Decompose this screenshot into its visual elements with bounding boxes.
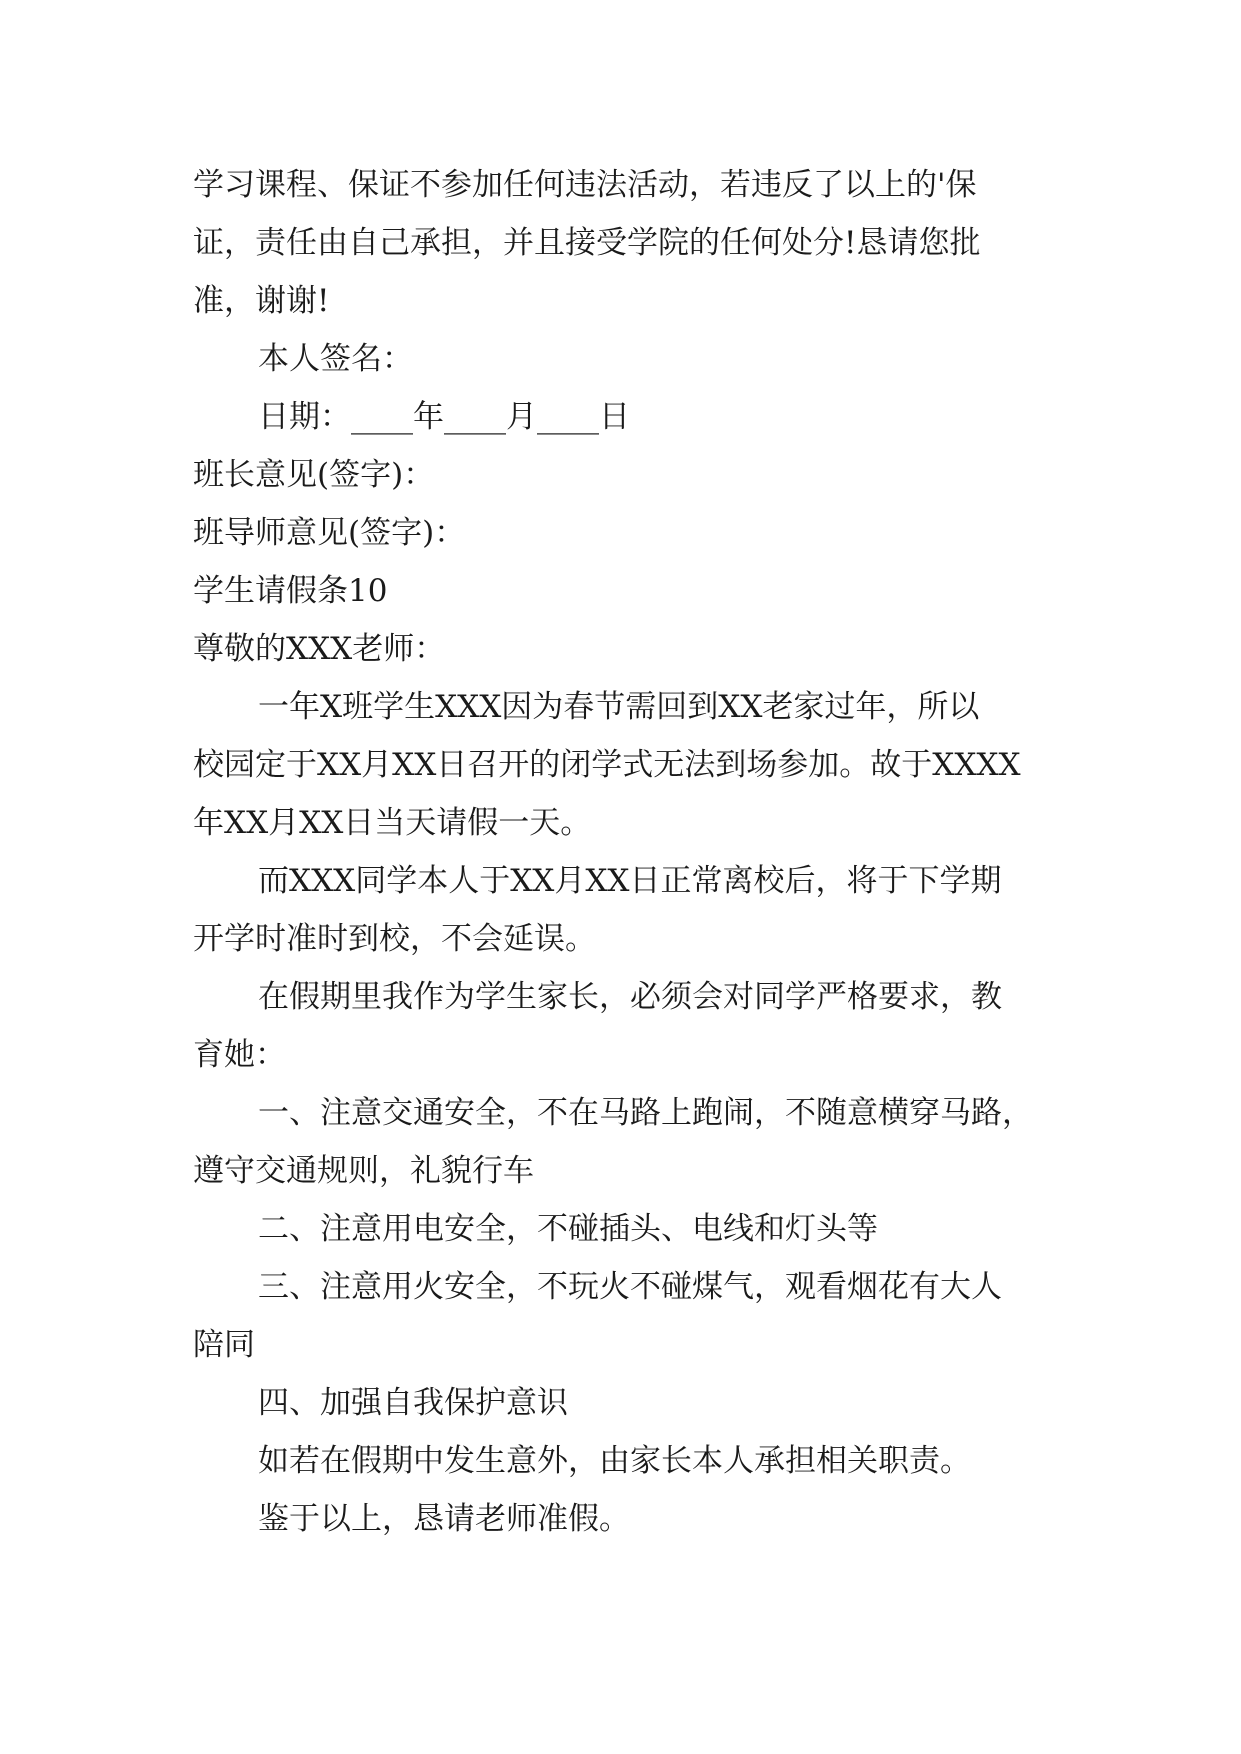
list-item-continuation: 陪同 [193,1327,255,1363]
list-item: 一、注意交通安全，不在马路上跑闹，不随意横穿马路， [258,1095,1033,1131]
paragraph-line: 学习课程、保证不参加任何违法活动，若违反了以上的'保 [193,167,977,203]
list-item: 四、加强自我保护意识 [258,1385,568,1421]
date-line: 日期：____年____月____日 [258,399,630,435]
salutation: 尊敬的XXX老师： [193,631,446,667]
paragraph-line: 年XX月XX日当天请假一天。 [193,805,592,841]
list-item: 二、注意用电安全，不碰插头、电线和灯头等 [258,1211,878,1247]
list-item: 三、注意用火安全，不玩火不碰煤气，观看烟花有大人 [258,1269,1002,1305]
closing-line: 鉴于以上，恳请老师准假。 [258,1501,630,1537]
monitor-opinion: 班长意见(签字)： [193,457,435,493]
paragraph-line: 准，谢谢! [193,283,330,319]
paragraph-line: 校园定于XX月XX日召开的闭学式无法到场参加。故于XXXX [193,747,1021,783]
paragraph-line: 而XXX同学本人于XX月XX日正常离校后，将于下学期 [258,863,1002,899]
paragraph-line: 在假期里我作为学生家长，必须会对同学严格要求，教 [258,979,1002,1015]
paragraph-line: 证，责任由自己承担，并且接受学院的任何处分!恳请您批 [193,225,981,261]
paragraph-line: 育她： [193,1037,286,1073]
list-item-continuation: 遵守交通规则，礼貌行车 [193,1153,534,1189]
paragraph-line: 开学时准时到校，不会延误。 [193,921,596,957]
liability-statement: 如若在假期中发生意外，由家长本人承担相关职责。 [258,1443,971,1479]
section-title: 学生请假条10 [193,573,388,609]
paragraph-line: 一年X班学生XXX因为春节需回到XX老家过年，所以 [258,689,980,725]
advisor-opinion: 班导师意见(签字)： [193,515,466,551]
signature-line: 本人签名： [258,341,413,377]
